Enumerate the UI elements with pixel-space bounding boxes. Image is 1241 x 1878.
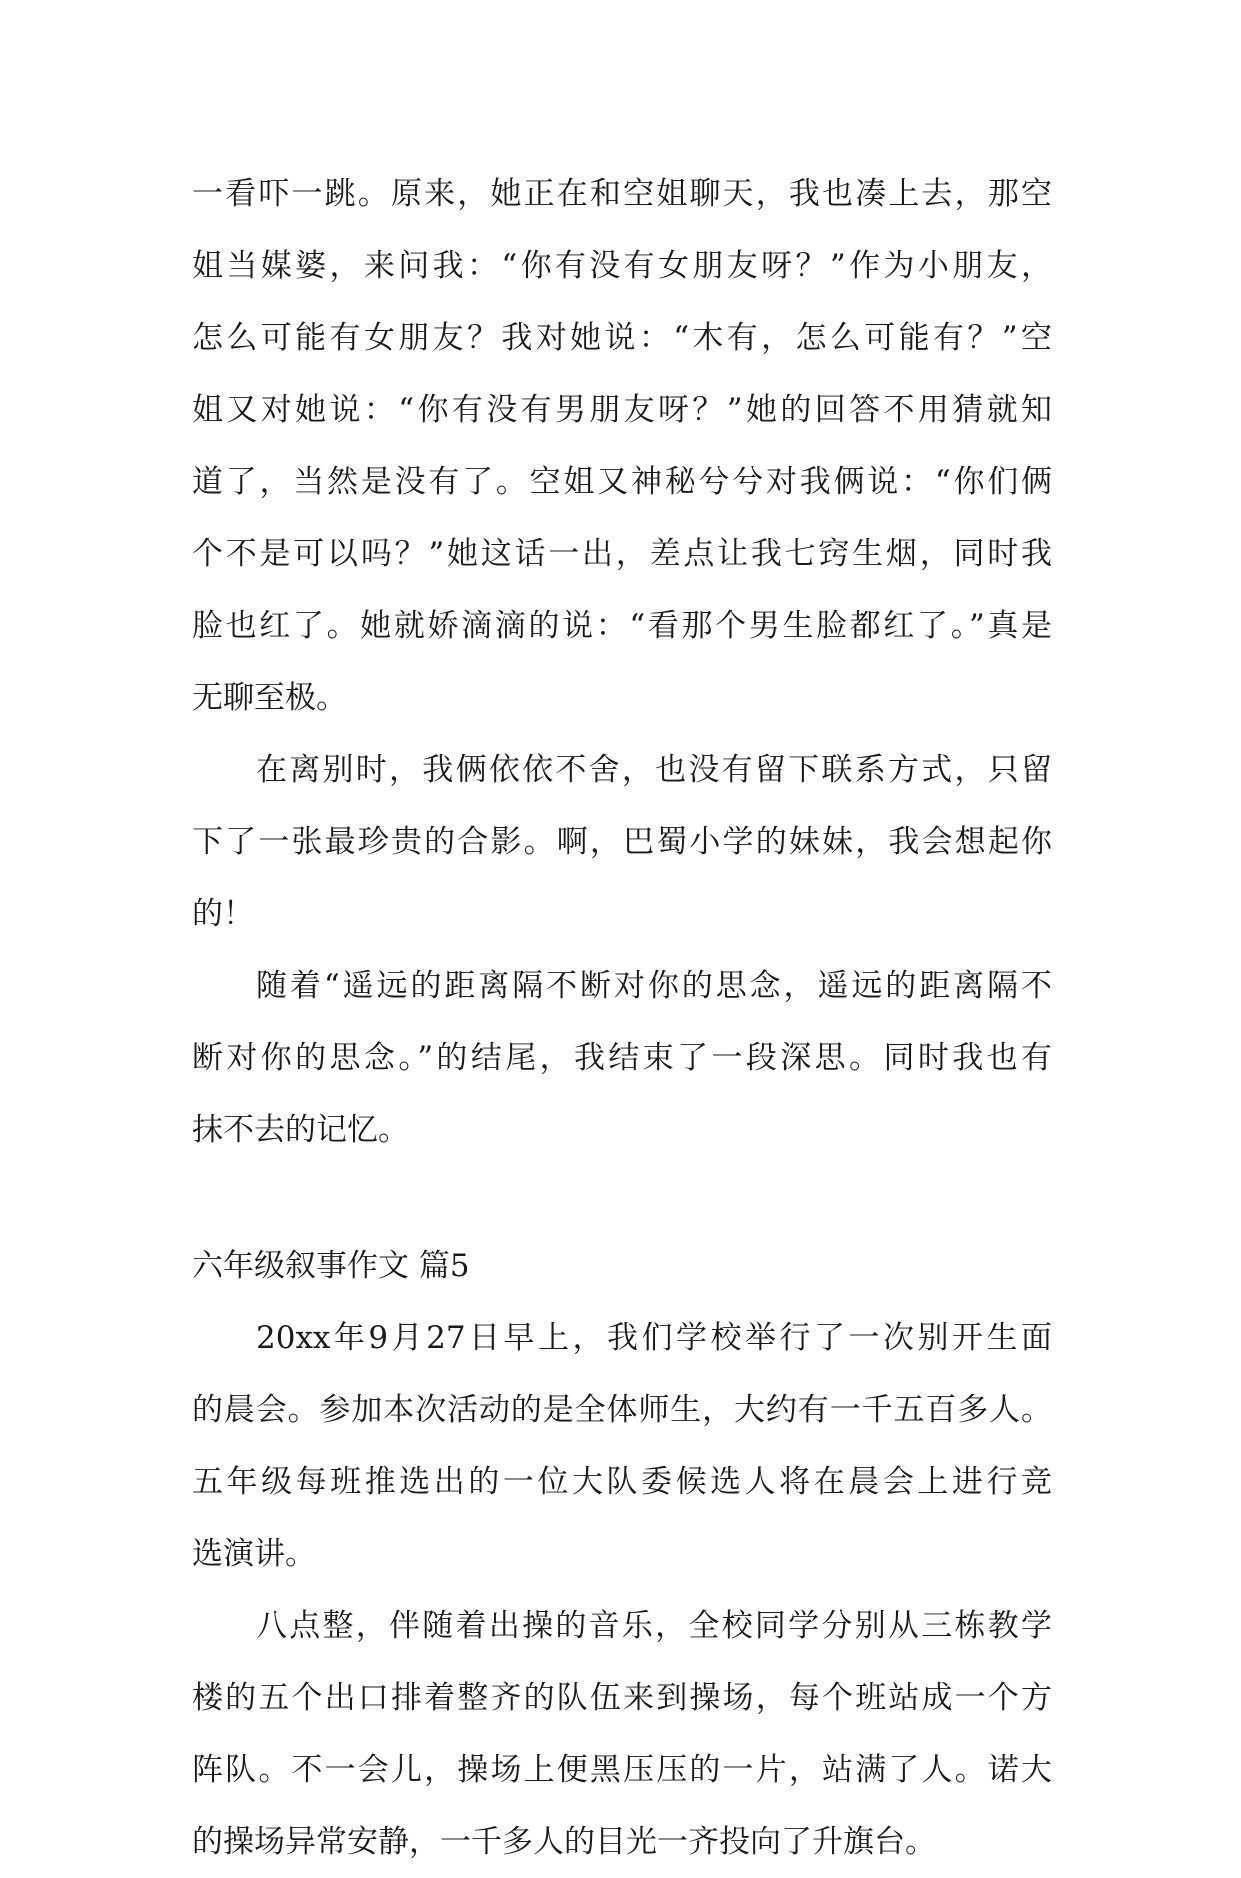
text-line: 姐当媒婆，来问我：“你有没有女朋友呀？”作为小朋友， — [192, 248, 1052, 284]
text-line: 一看吓一跳。原来，她正在和空姐聊天，我也凑上去，那空 — [192, 176, 1052, 212]
text-line: 五年级每班推选出的一位大队委候选人将在晨会上进行竞 — [192, 1464, 1052, 1500]
text-line: 选演讲。 — [192, 1536, 316, 1572]
text-line: 抹不去的记忆。 — [192, 1112, 409, 1148]
paragraph — [192, 950, 1052, 1166]
text-line: 脸也红了。她就娇滴滴的说：“看那个男生脸都红了。”真是 — [192, 608, 1052, 644]
text-line: 个不是可以吗？”她这话一出，差点让我七窍生烟，同时我 — [192, 536, 1052, 572]
document-body — [192, 158, 1052, 1878]
text-line: 姐又对她说：“你有没有男朋友呀？”她的回答不用猜就知 — [192, 392, 1052, 428]
paragraph — [192, 1302, 1052, 1590]
text-line: 道了，当然是没有了。空姐又神秘兮兮对我俩说：“你们俩 — [192, 464, 1052, 500]
text-line: 下了一张最珍贵的合影。啊，巴蜀小学的妹妹，我会想起你 — [192, 824, 1052, 860]
paragraph — [192, 1590, 1052, 1878]
text-line: 在离别时，我俩依依不舍，也没有留下联系方式，只留 — [256, 752, 1052, 788]
text-line: 无聊至极。 — [192, 680, 347, 716]
section-title: 六年级叙事作文 篇5 — [192, 1248, 470, 1284]
text-line: 楼的五个出口排着整齐的队伍来到操场，每个班站成一个方 — [192, 1680, 1052, 1716]
text-line: 怎么可能有女朋友？我对她说：“木有，怎么可能有？”空 — [192, 320, 1052, 356]
text-line: 20xx年9月27日早上，我们学校举行了一次别开生面 — [256, 1320, 1052, 1356]
text-line: 的晨会。参加本次活动的是全体师生，大约有一千五百多人。 — [192, 1392, 1052, 1428]
paragraph — [192, 158, 1052, 734]
text-line: 的！ — [192, 896, 254, 932]
text-line: 断对你的思念。”的结尾，我结束了一段深思。同时我也有 — [192, 1040, 1052, 1076]
text-line: 阵队。不一会儿，操场上便黑压压的一片，站满了人。诺大 — [192, 1752, 1052, 1788]
text-line: 的操场异常安静，一千多人的目光一齐投向了升旗台。 — [192, 1824, 936, 1860]
section-spacer — [192, 1166, 1052, 1230]
paragraph — [192, 734, 1052, 950]
text-line: 随着“遥远的距离隔不断对你的思念，遥远的距离隔不 — [256, 968, 1052, 1004]
text-line: 八点整，伴随着出操的音乐，全校同学分别从三栋教学 — [256, 1608, 1052, 1644]
